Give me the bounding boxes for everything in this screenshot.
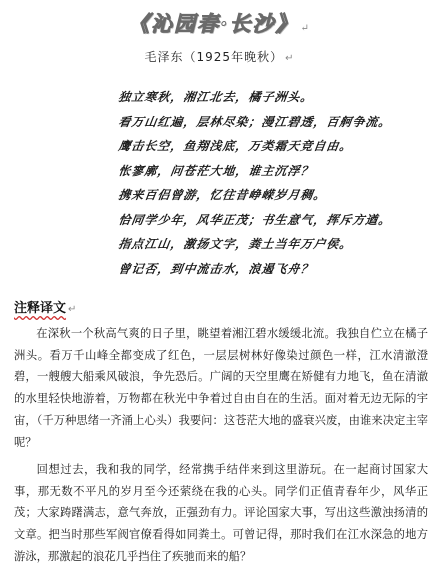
poem-title [0,8,439,38]
poem-line: 恰同学少年，风华正茂；书生意气，挥斥方遒。 [117,212,393,227]
translation-paragraph-1 [14,323,428,453]
poem-line: 指点江山，激扬文字，粪土当年万户侯。 [117,237,354,251]
paragraph-mark-icon: ↵ [68,304,77,315]
poem-line: 携来百侣曾游，忆往昔峥嵘岁月稠。 [117,188,328,202]
author-text: 毛泽东（1925年晚秋） [144,50,284,64]
paragraph-mark-icon: ↵ [300,23,311,34]
translation-paragraph-2 [14,459,428,568]
paragraph-text: 在深秋一个秋高气爽的日子里，眺望着湘江碧水缓缓北流。我独自伫立在橘子洲头。看万千山峰全都变成了红色，一层层树林好像染过颜色一样，江水清澈澄碧，一艘艘大船乘风破浪，争先恐后。广阔的天空里鹰在矫健有力地飞，鱼在清澈的水里轻快地游着，万物都在秋光中争着过自由自在的生活。面对着无边无际的宇宙，（千万种思绪一齐涌上心头）我要问：这苍茫大地的盛衰兴废，由谁来决定主宰呢？ [14,327,428,449]
poem-body [118,88,418,284]
poem-line: 独立寒秋，湘江北去，橘子洲头。 [117,90,315,104]
section-heading [14,297,76,316]
paragraph-mark-icon: ↵ [285,53,295,64]
poem-line: 怅寥廓，问苍茫大地，谁主沉浮？ [117,163,315,178]
section-heading-text: 注释译文 [14,301,67,316]
poem-title-text: 《沁园春·长沙》 [128,11,299,36]
poem-line: 曾记否，到中流击水，浪遏飞舟？ [117,261,315,276]
paragraph-text: 回想过去，我和我的同学，经常携手结伴来到这里游玩。在一起商讨国家大事，那无数不平凡的岁月至今还萦绕在我的心头。同学们正值青春年少，风华正茂；大家踌躇满志，意气奔放，正强劲有力。评论国家大事，写出这些激浊扬清的文章。把当时那些军阀官僚看得如同粪土。可曾记得，那时我们在江水深急的地方游泳，那激起的浪花几乎挡住了疾驰而来的船？ [14,463,428,563]
author-line [0,48,439,65]
poem-line: 鹰击长空，鱼翔浅底，万类霜天竞自由。 [117,139,354,153]
poem-line: 看万山红遍，层林尽染；漫江碧透，百舸争流。 [117,114,393,129]
